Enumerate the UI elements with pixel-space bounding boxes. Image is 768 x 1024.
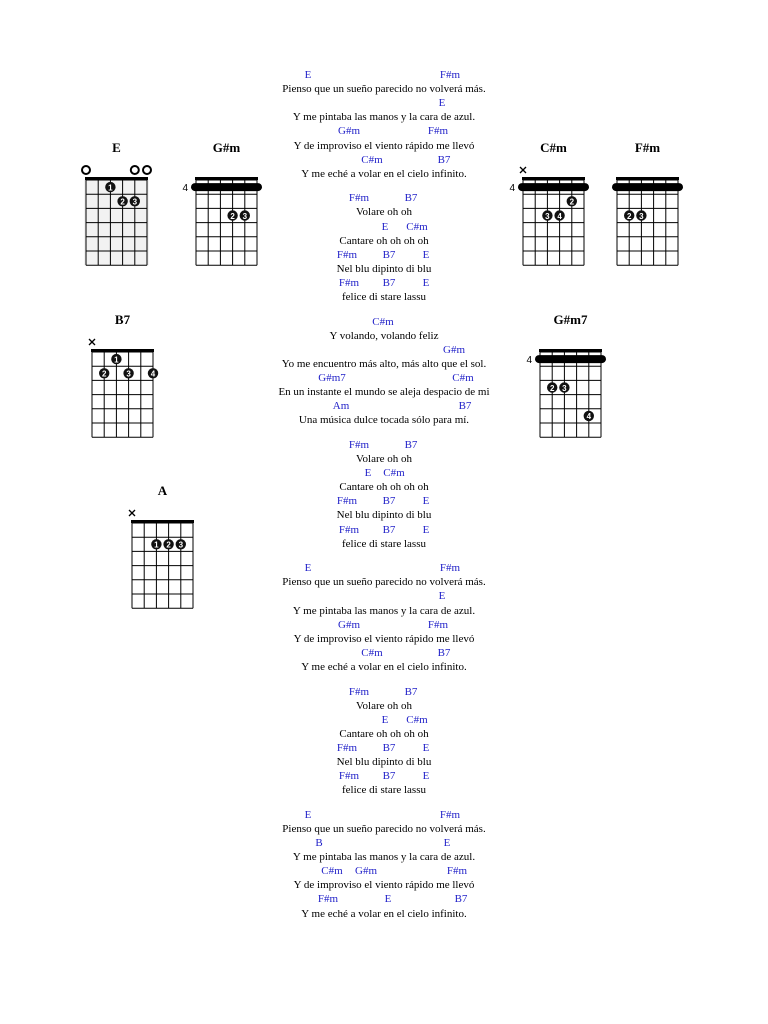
- chord-diagram: [509, 140, 594, 280]
- finger-number: 3: [242, 211, 248, 221]
- chord-symbol: G#m: [338, 618, 360, 631]
- chord-symbol: F#m: [348, 192, 370, 205]
- open-string-marker: [143, 166, 151, 174]
- finger-number: 1: [154, 540, 159, 550]
- lyric-line: [0, 822, 768, 836]
- lyric-text: Y me pintaba las manos y la cara de azul.: [292, 851, 476, 864]
- open-string-marker: [82, 166, 90, 174]
- lyric-text: Nel blu dipinto di blu: [336, 262, 432, 275]
- lyric-line: [0, 755, 768, 769]
- lyric-text: Nel blu dipinto di blu: [336, 509, 432, 522]
- chord-symbol: G#m: [443, 343, 465, 356]
- lyric-text: En un instante el mundo se aleja despacio de mi: [278, 386, 490, 399]
- chord-symbol: G#m7: [318, 372, 346, 384]
- base-fret-number: 4: [182, 183, 188, 195]
- fretboard-grid: [122, 505, 203, 615]
- chord-symbol: B7: [382, 248, 396, 261]
- lyric-text: Volare oh oh: [355, 206, 412, 219]
- lyric-line: [0, 110, 768, 124]
- fretboard-grid: [82, 334, 163, 444]
- chord-symbol: B: [315, 837, 323, 849]
- finger-number: 2: [101, 369, 107, 379]
- chord-line: [0, 685, 768, 699]
- chord-symbol: Am: [332, 400, 350, 413]
- finger-number: 2: [569, 197, 575, 207]
- chord-symbol: E: [304, 562, 312, 575]
- chord-name: G#m7: [553, 312, 588, 327]
- chord-symbol: F#m: [336, 248, 358, 261]
- base-fret-number: 4: [509, 183, 515, 195]
- fretboard-grid: [526, 334, 611, 444]
- chord-symbol: C#m: [406, 713, 428, 726]
- chord-line: [0, 836, 768, 850]
- chord-line: [0, 864, 768, 878]
- chord-symbol: C#m: [406, 220, 428, 233]
- fretboard-grid: [607, 162, 688, 272]
- finger-number: 2: [549, 383, 555, 393]
- finger-number: 2: [166, 540, 171, 550]
- lyric-text: Pienso que un sueño parecido no volverá más.: [282, 822, 486, 835]
- chord-symbol: F#m: [439, 69, 461, 81]
- finger-number: 3: [132, 197, 138, 207]
- finger-number: 3: [126, 369, 131, 379]
- lyric-text: Y volando, volando feliz: [329, 329, 439, 342]
- finger-number: 2: [230, 211, 235, 221]
- chord-symbol: B7: [382, 523, 396, 536]
- lyric-line: [0, 452, 768, 466]
- chord-symbol: B7: [454, 893, 468, 906]
- finger-number: 4: [586, 412, 592, 422]
- base-fret-number: 4: [526, 355, 532, 367]
- finger-number: 4: [150, 369, 156, 379]
- barre-bar: [518, 183, 589, 191]
- chord-symbol: E: [443, 837, 451, 849]
- lyric-text: Y me eché a volar en el cielo infinito.: [301, 907, 467, 920]
- finger-number: 3: [545, 211, 550, 221]
- nut: [195, 177, 258, 180]
- lyric-text: Y me eché a volar en el cielo infinito.: [301, 167, 467, 180]
- chord-diagram: [122, 483, 203, 623]
- chord-symbol: E: [304, 69, 312, 81]
- chord-symbol: G#m: [355, 865, 377, 878]
- finger-number: 4: [557, 211, 562, 221]
- lyric-text: Y de improviso el viento rápido me llevó: [293, 632, 475, 645]
- chord-symbol: F#m: [338, 523, 360, 536]
- chord-symbol: C#m: [321, 865, 343, 878]
- chord-symbol: E: [384, 893, 392, 906]
- chord-symbol: B7: [382, 276, 396, 289]
- open-string-marker: [131, 166, 139, 174]
- finger-number: 3: [562, 383, 567, 393]
- lyric-text: felice di stare lassu: [342, 784, 426, 797]
- chord-symbol: F#m: [317, 893, 339, 906]
- lyric-text: Pienso que un sueño parecido no volverá más.: [282, 83, 486, 96]
- lyric-text: Volare oh oh: [355, 699, 412, 712]
- barre-bar: [535, 355, 606, 363]
- chord-symbol: E: [422, 248, 430, 261]
- finger-number: 3: [639, 211, 644, 221]
- lyric-text: Una música dulce tocada sólo para mí.: [298, 414, 470, 427]
- lyric-text: Nel blu dipinto di blu: [336, 756, 432, 768]
- lyric-line: [0, 508, 768, 522]
- lyric-text: Y de improviso el viento rápido me llevó: [293, 879, 475, 892]
- chord-symbol: F#m: [427, 125, 449, 138]
- chord-line: [0, 808, 768, 822]
- lyric-text: Cantare oh oh oh oh: [339, 234, 429, 247]
- chord-symbol: E: [381, 220, 389, 233]
- chord-symbol: E: [422, 495, 430, 508]
- chord-symbol: E: [422, 276, 430, 289]
- chord-diagram: [182, 140, 267, 280]
- finger-number: 3: [178, 540, 184, 550]
- chord-symbol: B7: [382, 741, 396, 754]
- lyric-line: [0, 537, 768, 551]
- lyric-line: [0, 480, 768, 494]
- chord-symbol: F#m: [338, 770, 360, 783]
- fretboard-grid: [509, 162, 594, 272]
- lyric-text: Y me eché a volar en el cielo infinito.: [301, 660, 467, 673]
- chord-line: [0, 741, 768, 755]
- chord-name: A: [157, 483, 168, 498]
- lyric-line: [0, 290, 768, 304]
- chord-symbol: B7: [437, 153, 451, 166]
- lyric-text: felice di stare lassu: [342, 537, 426, 550]
- chord-symbol: E: [438, 97, 446, 110]
- chord-line: [0, 466, 768, 480]
- chord-symbol: B7: [382, 495, 396, 508]
- chord-symbol: F#m: [348, 685, 370, 698]
- finger-number: 1: [114, 355, 119, 365]
- chord-name: E: [112, 140, 121, 155]
- chord-line: [0, 646, 768, 660]
- chord-symbol: B7: [382, 770, 396, 783]
- lyric-text: Yo me encuentro más alto, más alto que el sol.: [281, 357, 487, 370]
- chord-name: B7: [114, 312, 131, 327]
- lyric-text: Cantare oh oh oh oh: [339, 481, 429, 494]
- chord-name: G#m: [212, 140, 241, 155]
- finger-number: 2: [626, 211, 632, 221]
- chord-diagram: [607, 140, 688, 280]
- nut: [522, 177, 585, 180]
- lyric-text: Y de improviso el viento rápido me llevó: [293, 139, 475, 152]
- lyric-text: Y me pintaba las manos y la cara de azul.: [292, 111, 476, 124]
- chord-line: [0, 96, 768, 110]
- fretboard-grid: [182, 162, 267, 272]
- lyric-line: [0, 632, 768, 646]
- chord-line: [0, 68, 768, 82]
- lyric-text: Y me pintaba las manos y la cara de azul.: [292, 604, 476, 617]
- lyric-line: [0, 783, 768, 797]
- chord-symbol: C#m: [361, 646, 383, 659]
- chord-line: [0, 589, 768, 603]
- chord-symbol: E: [422, 770, 430, 783]
- chord-line: [0, 892, 768, 906]
- finger-number: 2: [120, 197, 125, 207]
- chord-symbol: E: [422, 523, 430, 536]
- chord-symbol: E: [422, 741, 430, 754]
- lyric-line: [0, 660, 768, 674]
- nut: [85, 177, 148, 180]
- chord-symbol: F#m: [338, 276, 360, 289]
- chord-symbol: C#m: [452, 372, 474, 384]
- chord-line: [0, 713, 768, 727]
- nut: [91, 349, 154, 352]
- chord-diagram: [526, 312, 611, 452]
- chord-symbol: E: [381, 713, 389, 726]
- chord-symbol: C#m: [372, 315, 394, 328]
- lyric-text: Pienso que un sueño parecido no volverá más.: [282, 576, 486, 589]
- lyric-line: [0, 727, 768, 741]
- barre-bar: [191, 183, 262, 191]
- lyric-line: [0, 604, 768, 618]
- chord-symbol: F#m: [348, 438, 370, 451]
- chord-symbol: E: [438, 590, 446, 603]
- chord-symbol: F#m: [439, 808, 461, 821]
- lyric-line: [0, 850, 768, 864]
- chord-symbol: B7: [404, 685, 418, 698]
- chord-line: [0, 618, 768, 632]
- chord-diagram: [76, 140, 157, 280]
- chord-symbol: F#m: [446, 865, 468, 878]
- chord-symbol: B7: [404, 438, 418, 451]
- lyric-text: Cantare oh oh oh oh: [339, 727, 429, 740]
- chord-symbol: B7: [404, 192, 418, 205]
- lyric-text: Volare oh oh: [355, 453, 412, 465]
- chord-line: [0, 523, 768, 537]
- lyric-line: [0, 907, 768, 921]
- chord-symbol: F#m: [336, 741, 358, 754]
- chord-line: [0, 494, 768, 508]
- chord-symbol: G#m: [338, 125, 360, 138]
- nut: [616, 177, 679, 180]
- nut: [131, 520, 194, 523]
- chord-line: [0, 561, 768, 575]
- chord-symbol: F#m: [336, 495, 358, 508]
- chord-symbol: F#m: [439, 562, 461, 575]
- chord-symbol: E: [304, 808, 312, 821]
- chord-symbol: F#m: [427, 618, 449, 631]
- lyric-line: [0, 575, 768, 589]
- chord-symbol: B7: [458, 400, 472, 413]
- chord-line: [0, 769, 768, 783]
- lyric-text: felice di stare lassu: [342, 291, 426, 303]
- lyric-line: [0, 699, 768, 713]
- lyric-line: [0, 878, 768, 892]
- chord-symbol: B7: [437, 646, 451, 659]
- nut: [539, 349, 602, 352]
- chord-diagram: [82, 312, 163, 452]
- chord-symbol: C#m: [383, 467, 405, 480]
- fretboard-grid: [76, 162, 157, 272]
- finger-number: 1: [108, 183, 113, 193]
- chord-line: [0, 124, 768, 138]
- chord-symbol: C#m: [361, 153, 383, 166]
- chord-name: F#m: [634, 140, 661, 155]
- chord-name: C#m: [540, 140, 567, 155]
- chord-symbol: E: [364, 467, 372, 480]
- lyric-line: [0, 82, 768, 96]
- barre-bar: [612, 183, 683, 191]
